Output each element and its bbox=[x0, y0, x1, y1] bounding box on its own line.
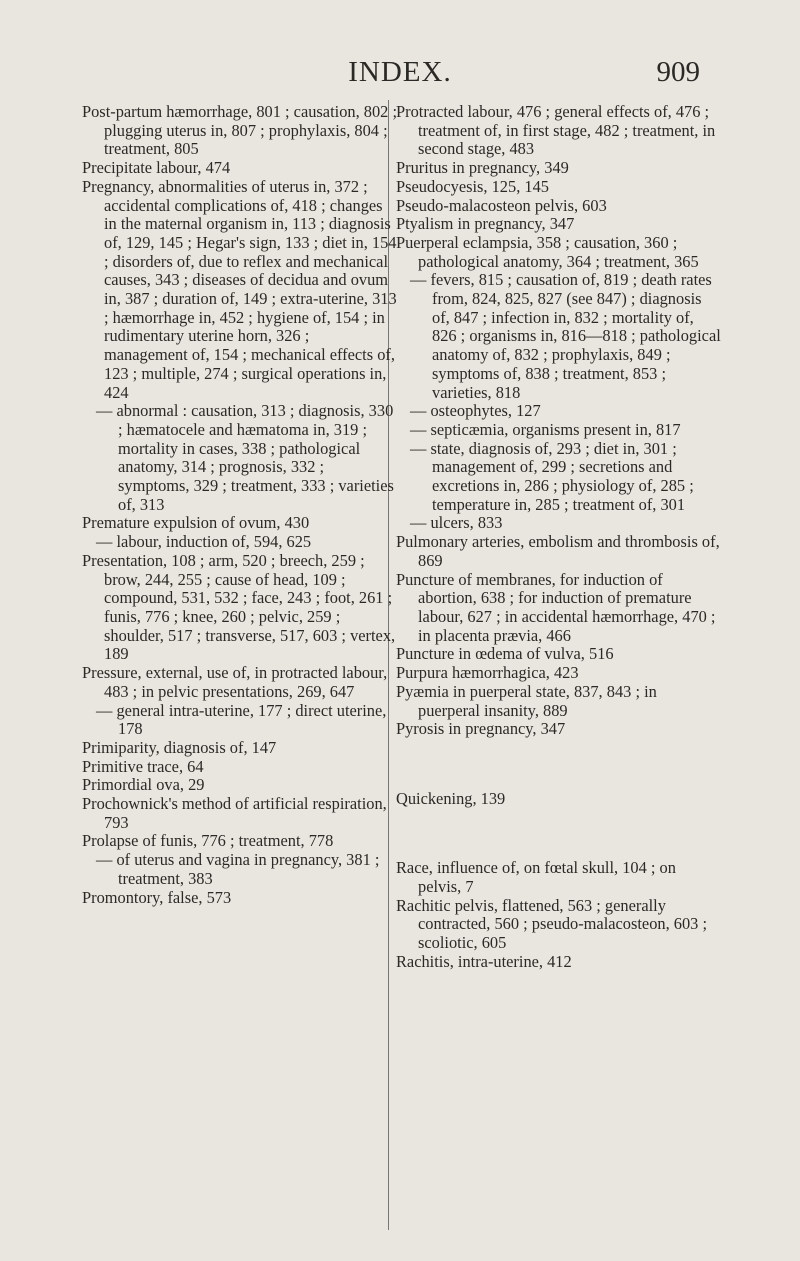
index-subentry: — of uterus and vagina in pregnancy, 381 ; treatment, 383 bbox=[96, 850, 380, 888]
index-entry: Primiparity, diagnosis of, 147 bbox=[82, 737, 277, 757]
index-entry: Pulmonary arteries, embolism and thrombosis of, 869 bbox=[396, 532, 720, 570]
index-entry: Prochownick's method of artificial respiration, 793 bbox=[82, 794, 387, 832]
index-entry: Post-partum hæmorrhage, 801 ; causation, 802 ; plugging uterus in, 807 ; prophylaxis, 804 ; treatment, 805 bbox=[82, 102, 398, 159]
index-entry: Quickening, 139 bbox=[396, 788, 506, 808]
index-entry: Premature expulsion of ovum, 430 bbox=[82, 513, 310, 533]
index-subentry: — septicæmia, organisms present in, 817 bbox=[410, 419, 681, 439]
index-subentry: — abnormal : causation, 313 ; diagnosis, 330 ; hæmatocele and hæmatoma in, 319 ; mortality in cases, 338 ; pathological anatomy, 314 ; prognosis, 332 ; symptoms, 329 ; treatment, 333 ; varieties of, 313 bbox=[96, 401, 394, 514]
index-subentry: — osteophytes, 127 bbox=[410, 401, 541, 421]
index-entry: Primordial ova, 29 bbox=[82, 775, 205, 795]
index-entry: Pregnancy, abnormalities of uterus in, 372 ; accidental complications of, 418 ; changes in the maternal organism in, 113 ; diagnosis of, 129, 145 ; Hegar's sign, 133 ; diet in, 154 ; disorders of, due to reflex and mechanical causes, 343 ; diseases of decidua and ovum in, 387 ; duration of, 149 ; extra-uterine, 313 ; hæmorrhage in, 452 ; hygiene of, 154 ; in rudimentary uterine horn, 326 ; management of, 154 ; mechanical effects of, 123 ; multiple, 274 ; surgical operations in, 424 bbox=[82, 176, 397, 402]
index-subentry: — general intra-uterine, 177 ; direct uterine, 178 bbox=[96, 700, 387, 739]
index-entry: Prolapse of funis, 776 ; treatment, 778 bbox=[82, 831, 334, 851]
section-gap bbox=[396, 755, 721, 773]
index-entry: Pseudo-malacosteon pelvis, 603 bbox=[396, 195, 607, 215]
right-index-column bbox=[396, 103, 721, 971]
page-header bbox=[0, 56, 800, 96]
index-entry: Presentation, 108 ; arm, 520 ; breech, 259 ; brow, 244, 255 ; cause of head, 109 ; compound, 531, 532 ; face, 243 ; foot, 261 ; funis, 776 ; knee, 260 ; pelvic, 259 ; shoulder, 517 ; transverse, 517, 603 ; vertex, 189 bbox=[82, 550, 396, 664]
index-entry: Pressure, external, use of, in protracted labour, 483 ; in pelvic presentations, 269, 647 bbox=[82, 663, 388, 701]
index-entry: Race, influence of, on fœtal skull, 104 ; on pelvis, 7 bbox=[396, 858, 676, 896]
index-subentry: — ulcers, 833 bbox=[410, 513, 503, 533]
index-entry: Precipitate labour, 474 bbox=[82, 158, 231, 178]
index-entry: Ptyalism in pregnancy, 347 bbox=[396, 214, 575, 234]
index-entry: Pseudocyesis, 125, 145 bbox=[396, 176, 549, 196]
page-number: 909 bbox=[656, 56, 700, 88]
index-entry: Purpura hæmorrhagica, 423 bbox=[396, 663, 579, 683]
index-subentry: — fevers, 815 ; causation of, 819 ; death rates from, 824, 825, 827 (see 847) ; diagnosis of, 847 ; infection in, 832 ; mortality of, 826 ; organisms in, 816—818 ; pathological anatomy of, 832 ; prophylaxis, 849 ; symptoms of, 838 ; treatment, 853 ; varieties, 818 bbox=[410, 270, 721, 402]
index-entry: Pyæmia in puerperal state, 837, 843 ; in puerperal insanity, 889 bbox=[396, 681, 657, 720]
index-entry: Promontory, false, 573 bbox=[82, 887, 232, 907]
index-entry: Rachitic pelvis, flattened, 563 ; generally contracted, 560 ; pseudo-malacosteon, 603 ; scoliotic, 605 bbox=[396, 895, 708, 952]
left-index-column bbox=[82, 103, 397, 907]
section-gap bbox=[396, 825, 721, 843]
index-entry: Puncture of membranes, for induction of abortion, 638 ; for induction of premature labour, 627 ; in accidental hæmorrhage, 470 ; in placenta prævia, 466 bbox=[396, 569, 716, 645]
index-entry: Primitive trace, 64 bbox=[82, 756, 204, 776]
index-entry: Pyrosis in pregnancy, 347 bbox=[396, 719, 566, 739]
index-entry: Puerperal eclampsia, 358 ; causation, 360 ; pathological anatomy, 364 ; treatment, 365 bbox=[396, 232, 699, 271]
index-entry: Pruritus in pregnancy, 349 bbox=[396, 158, 569, 178]
running-title: INDEX. bbox=[348, 56, 452, 88]
index-entry: Puncture in œdema of vulva, 516 bbox=[396, 644, 614, 664]
index-entry: Rachitis, intra-uterine, 412 bbox=[396, 951, 572, 971]
index-entry: Protracted labour, 476 ; general effects of, 476 ; treatment of, in first stage, 482 ; treatment, in second stage, 483 bbox=[396, 102, 716, 159]
index-subentry: — labour, induction of, 594, 625 bbox=[96, 532, 312, 552]
index-subentry: — state, diagnosis of, 293 ; diet in, 301 ; management of, 299 ; secretions and excretions in, 286 ; physiology of, 285 ; temperature in, 285 ; treatment of, 301 bbox=[410, 438, 694, 514]
